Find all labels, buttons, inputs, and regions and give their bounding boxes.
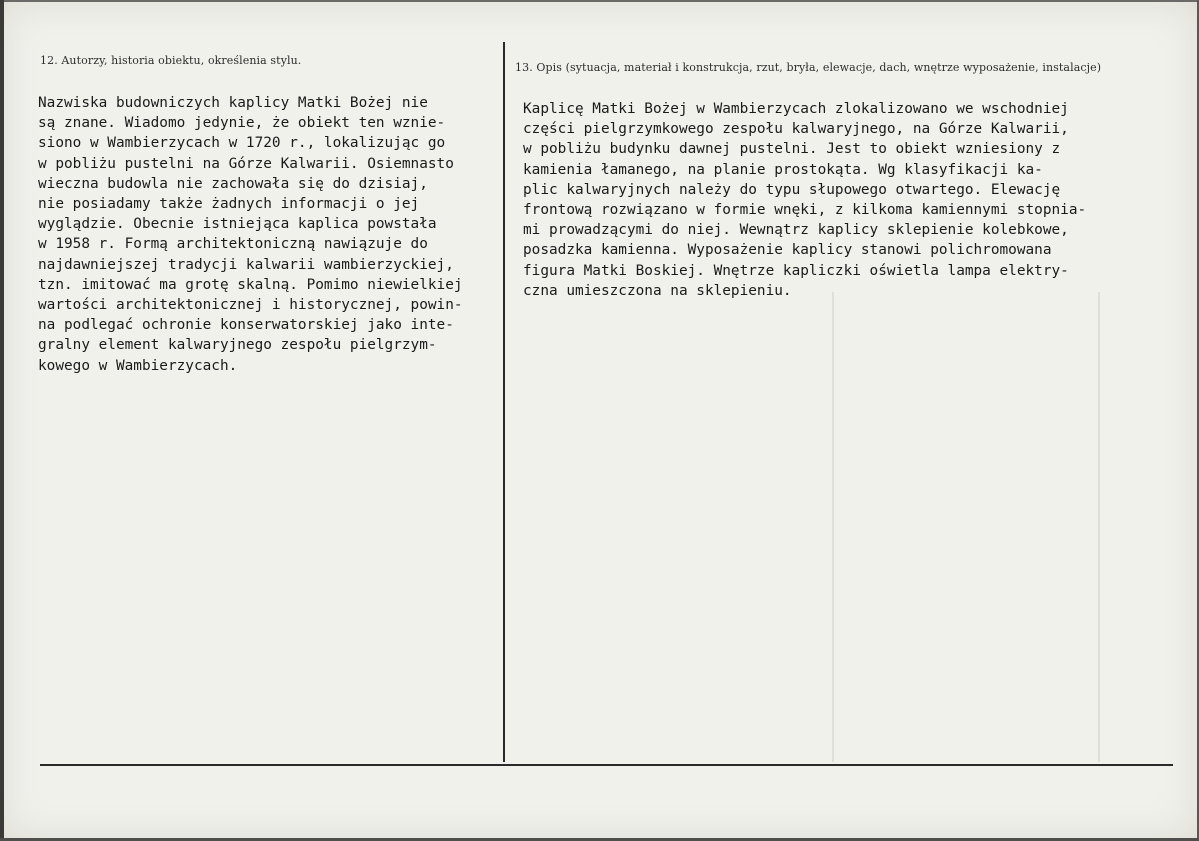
- text-line: tzn. imitować ma grotę skalną. Pomimo niewielkiej: [38, 276, 463, 293]
- paper-mark: [832, 292, 834, 762]
- field-13-text: [523, 99, 1086, 301]
- bottom-rule-right: [808, 764, 1173, 766]
- bottom-rule-middle: [510, 764, 810, 766]
- field-13-label: 13. Opis (sytuacja, materiał i konstrukcja, rzut, bryła, elewacje, dach, wnętrze wyposażenie, instalacje): [515, 61, 1102, 74]
- text-line: gralny element kalwaryjnego zespołu pielgrzym-: [38, 337, 437, 354]
- page-edge-left: [0, 0, 4, 841]
- text-line: w pobliżu pustelni na Górze Kalwarii. Osiemnasto: [38, 155, 454, 172]
- text-line: kowego w Wambierzycach.: [38, 357, 238, 374]
- text-line: kamienia łamanego, na planie prostokąta. Wg klasyfikacji ka-: [523, 161, 1043, 178]
- text-line: figura Matki Boskiej. Wnętrze kapliczki oświetla lampa elektry-: [523, 262, 1069, 279]
- text-line: Kaplicę Matki Bożej w Wambierzycach zlokalizowano we wschodniej: [523, 101, 1069, 117]
- text-line: są znane. Wiadomo jedynie, że obiekt ten wznie-: [38, 115, 446, 132]
- text-line: Nazwiska budowniczych kaplicy Matki Bożej nie: [38, 95, 428, 111]
- bottom-rule-left: [40, 764, 510, 766]
- field-12-text: [38, 93, 463, 376]
- text-line: nie posiadamy także żadnych informacji o jej: [38, 196, 420, 213]
- field-12-label: 12. Autorzy, historia obiektu, określenia stylu.: [40, 54, 302, 67]
- text-line: mi prowadzącymi do niej. Wewnątrz kaplicy sklepienie kolebkowe,: [523, 222, 1069, 239]
- text-line: plic kalwaryjnych należy do typu słupowego otwartego. Elewację: [523, 181, 1061, 198]
- text-line: wieczna budowla nie zachowała się do dzisiaj,: [38, 175, 428, 192]
- text-line: posadzka kamienna. Wyposażenie kaplicy stanowi polichromowana: [523, 242, 1052, 259]
- text-line: na podlegać ochronie konserwatorskiej jako inte-: [38, 317, 454, 334]
- text-line: czna umieszczona na sklepieniu.: [523, 282, 792, 299]
- text-line: wyglądzie. Obecnie istniejąca kaplica powstała: [38, 216, 437, 233]
- text-line: części pielgrzymkowego zespołu kalwaryjnego, na Górze Kalwarii,: [523, 121, 1069, 138]
- text-line: siono w Wambierzycach w 1720 r., lokalizując go: [38, 135, 446, 152]
- text-line: w pobliżu budynku dawnej pustelni. Jest to obiekt wzniesiony z: [523, 141, 1061, 158]
- text-line: w 1958 r. Formą architektoniczną nawiązuje do: [38, 236, 428, 253]
- paper-mark: [1098, 292, 1100, 762]
- text-line: wartości architektonicznej i historycznej, powin-: [38, 297, 463, 314]
- column-divider: [503, 42, 505, 762]
- text-line: najdawniejszej tradycji kalwarii wambierzyckiej,: [38, 256, 454, 273]
- text-line: frontową rozwiązano w formie wnęki, z kilkoma kamiennymi stopnia-: [523, 202, 1087, 219]
- page-edge-top: [0, 0, 1199, 2]
